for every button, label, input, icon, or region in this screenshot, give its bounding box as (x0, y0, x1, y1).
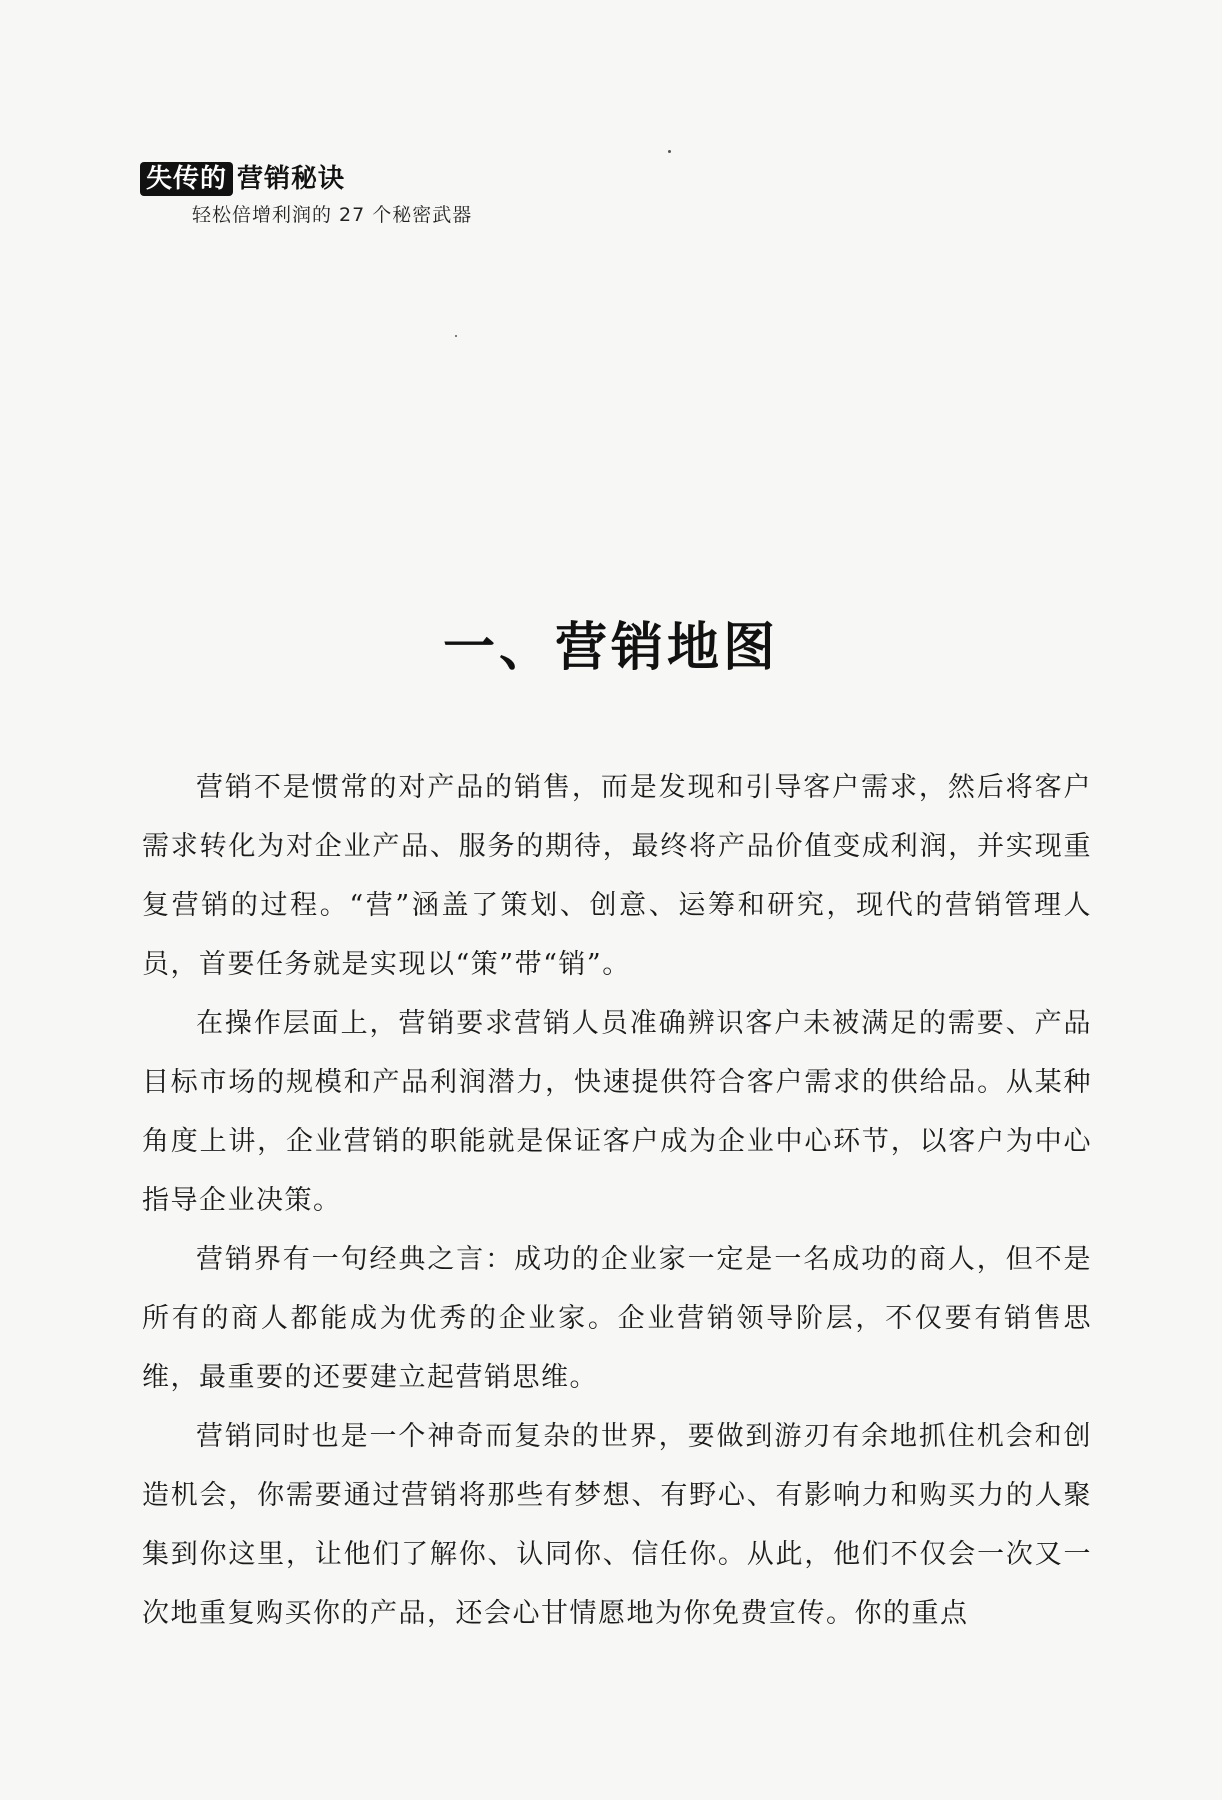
scan-speck (668, 150, 671, 153)
book-subtitle: 轻松倍增利润的 27 个秘密武器 (192, 204, 473, 226)
book-title-prefix: 失传的 (140, 162, 233, 196)
paragraph: 营销界有一句经典之言：成功的企业家一定是一名成功的商人，但不是所有的商人都能成为优秀的企业家。企业营销领导阶层，不仅要有销售思维，最重要的还要建立起营销思维。 (142, 1244, 1092, 1393)
chapter-title: 一、营销地图 (442, 618, 779, 678)
running-header (140, 160, 472, 227)
paragraph: 营销不是惯常的对产品的销售，而是发现和引导客户需求，然后将客户需求转化为对企业产品、服务的期待，最终将产品价值变成利润，并实现重复营销的过程。“营”涵盖了策划、创意、运筹和研究，现代的营销管理人员，首要任务就是实现以“策”带“销”。 (142, 772, 1092, 980)
book-title (140, 160, 472, 198)
paragraph: 在操作层面上，营销要求营销人员准确辨识客户未被满足的需要、产品目标市场的规模和产品利润潜力，快速提供符合客户需求的供给品。从某种角度上讲，企业营销的职能就是保证客户成为企业中心环节，以客户为中心指导企业决策。 (142, 1008, 1092, 1216)
book-title-main: 营销秘诀 (237, 164, 346, 194)
scan-speck (455, 335, 457, 337)
body-text (142, 758, 1092, 1643)
paragraph: 营销同时也是一个神奇而复杂的世界，要做到游刃有余地抓住机会和创造机会，你需要通过营销将那些有梦想、有野心、有影响力和购买力的人聚集到你这里，让他们了解你、认同你、信任你。从此，他们不仅会一次又一次地重复购买你的产品，还会心甘情愿地为你免费宣传。你的重点 (142, 1421, 1092, 1629)
